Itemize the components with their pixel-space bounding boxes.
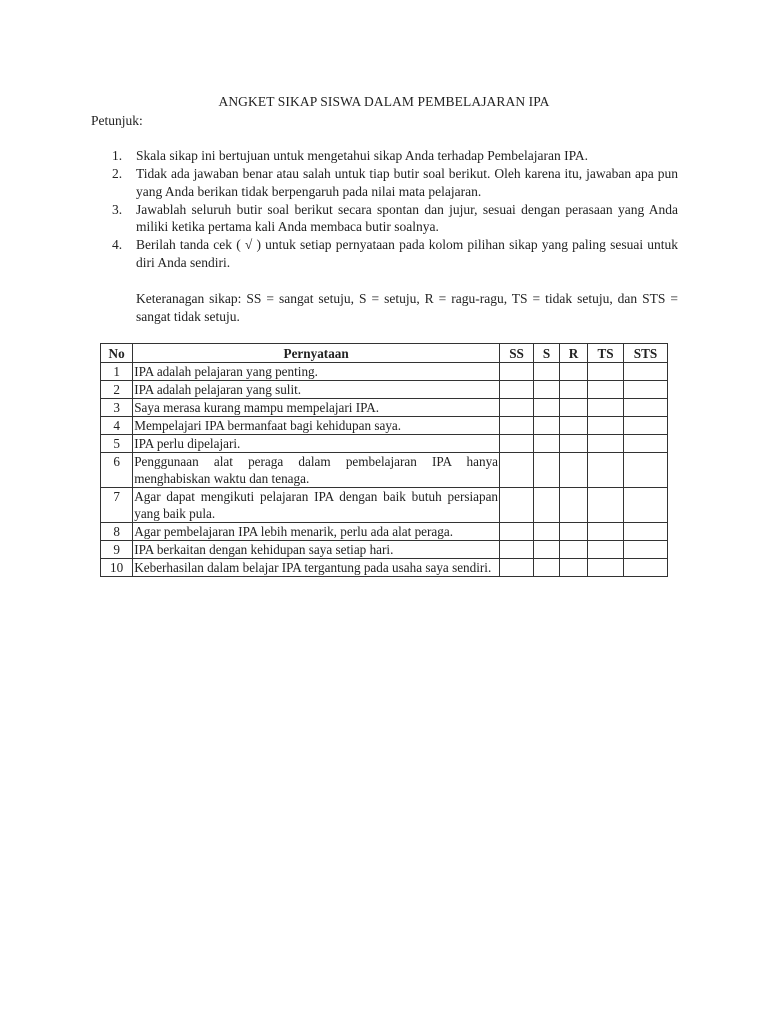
row-statement: Agar pembelajaran IPA lebih menarik, perlu ada alat peraga. [133,523,500,541]
header-sts: STS [624,344,668,363]
row-statement: Penggunaan alat peraga dalam pembelajaran IPA hanya menghabiskan waktu dan tenaga. [134,454,499,486]
answer-cell-sts[interactable] [624,523,668,541]
table-row [101,541,668,559]
answer-cell-ts[interactable] [588,453,624,488]
table-row [101,381,668,399]
row-statement: IPA adalah pelajaran yang sulit. [133,381,500,399]
answer-cell-r[interactable] [560,453,588,488]
table-body [101,363,668,577]
answer-cell-s[interactable] [534,541,560,559]
answer-cell-s[interactable] [534,417,560,435]
answer-cell-ts[interactable] [588,541,624,559]
answer-cell-r[interactable] [560,523,588,541]
answer-cell-r[interactable] [560,381,588,399]
document-title: ANGKET SIKAP SISWA DALAM PEMBELAJARAN IPA [218,94,550,109]
legend-text: Keteranagan sikap: SS = sangat setuju, S = setuju, R = ragu-ragu, TS = tidak setuju, dan STS = sangat tidak setuju. [136,291,678,324]
answer-cell-ss[interactable] [500,559,534,577]
instruction-item [112,201,678,236]
instruction-text: Skala sikap ini bertujuan untuk mengetahui sikap Anda terhadap Pembelajaran IPA. [136,148,589,163]
answer-cell-sts[interactable] [624,417,668,435]
table-row [101,417,668,435]
answer-cell-sts[interactable] [624,541,668,559]
answer-cell-r[interactable] [560,417,588,435]
survey-table [100,343,668,577]
header-ts: TS [588,344,624,363]
answer-cell-ts[interactable] [588,435,624,453]
header-statement: Pernyataan [133,344,500,363]
answer-cell-s[interactable] [534,381,560,399]
table-header-row [101,344,668,363]
answer-cell-ts[interactable] [588,399,624,417]
answer-cell-ts[interactable] [588,363,624,381]
answer-cell-s[interactable] [534,559,560,577]
table-row [101,559,668,577]
row-number: 1 [101,363,133,381]
instruction-text: Jawablah seluruh butir soal berikut secara spontan dan jujur, sesuai dengan perasaan yang Anda miliki ketika pertama kali Anda membaca butir soalnya. [136,201,678,234]
answer-cell-sts[interactable] [624,435,668,453]
answer-cell-r[interactable] [560,435,588,453]
row-statement: IPA perlu dipelajari. [133,435,500,453]
instructions-list [112,147,678,272]
instruction-text: Tidak ada jawaban benar atau salah untuk tiap butir soal berikut. Oleh karena itu, jawaban apa pun yang Anda berikan tidak berpengaruh pada nilai mata pelajaran. [136,166,678,199]
instruction-number: 3. [112,201,123,217]
answer-cell-ss[interactable] [500,488,534,523]
instruction-text: Berilah tanda cek ( √ ) untuk setiap pernyataan pada kolom pilihan sikap yang paling sesuai untuk diri Anda sendiri. [136,237,678,270]
answer-cell-ts[interactable] [588,381,624,399]
row-number: 2 [101,381,133,399]
row-number: 6 [101,453,133,488]
answer-cell-s[interactable] [534,435,560,453]
instruction-number: 1. [112,148,123,163]
answer-cell-ss[interactable] [500,381,534,399]
answer-cell-sts[interactable] [624,559,668,577]
instruction-number: 2. [112,166,123,181]
row-statement: Mempelajari IPA bermanfaat bagi kehidupan saya. [133,417,500,435]
instructions-heading: Petunjuk: [91,113,143,128]
answer-cell-sts[interactable] [624,488,668,523]
answer-cell-ts[interactable] [588,488,624,523]
table-row [101,488,668,523]
header-s: S [534,344,560,363]
answer-cell-sts[interactable] [624,453,668,488]
table-row [101,523,668,541]
answer-cell-s[interactable] [534,523,560,541]
row-number: 7 [101,488,133,523]
answer-cell-ss[interactable] [500,399,534,417]
header-ss: SS [500,344,534,363]
row-number: 5 [101,435,133,453]
answer-cell-ts[interactable] [588,417,624,435]
answer-cell-r[interactable] [560,399,588,417]
row-statement: Saya merasa kurang mampu mempelajari IPA. [133,399,500,417]
instruction-item [112,236,678,271]
row-statement: Keberhasilan dalam belajar IPA tergantung pada usaha saya sendiri. [133,559,500,577]
table-row [101,453,668,488]
instruction-item [112,147,678,165]
answer-cell-r[interactable] [560,541,588,559]
answer-cell-s[interactable] [534,399,560,417]
answer-cell-ss[interactable] [500,417,534,435]
answer-cell-r[interactable] [560,363,588,381]
answer-cell-s[interactable] [534,363,560,381]
header-no: No [101,344,133,363]
answer-cell-sts[interactable] [624,399,668,417]
row-number: 4 [101,417,133,435]
answer-cell-ss[interactable] [500,453,534,488]
answer-cell-sts[interactable] [624,363,668,381]
instruction-number: 4. [112,237,123,252]
answer-cell-ss[interactable] [500,363,534,381]
answer-cell-s[interactable] [534,453,560,488]
instruction-item [112,165,678,200]
answer-cell-s[interactable] [534,488,560,523]
row-statement: Agar dapat mengikuti pelajaran IPA dengan baik butuh persiapan yang baik pula. [134,489,499,521]
answer-cell-ss[interactable] [500,523,534,541]
row-statement: IPA berkaitan dengan kehidupan saya setiap hari. [133,541,500,559]
table-row [101,435,668,453]
row-statement: IPA adalah pelajaran yang penting. [133,363,500,381]
answer-cell-ss[interactable] [500,541,534,559]
answer-cell-r[interactable] [560,559,588,577]
row-number: 3 [101,399,133,417]
answer-cell-sts[interactable] [624,381,668,399]
answer-cell-ts[interactable] [588,523,624,541]
answer-cell-r[interactable] [560,488,588,523]
header-r: R [560,344,588,363]
answer-cell-ss[interactable] [500,435,534,453]
row-number: 10 [101,559,133,577]
row-number: 8 [101,523,133,541]
row-number: 9 [101,541,133,559]
answer-cell-ts[interactable] [588,559,624,577]
table-row [101,399,668,417]
table-row [101,363,668,381]
